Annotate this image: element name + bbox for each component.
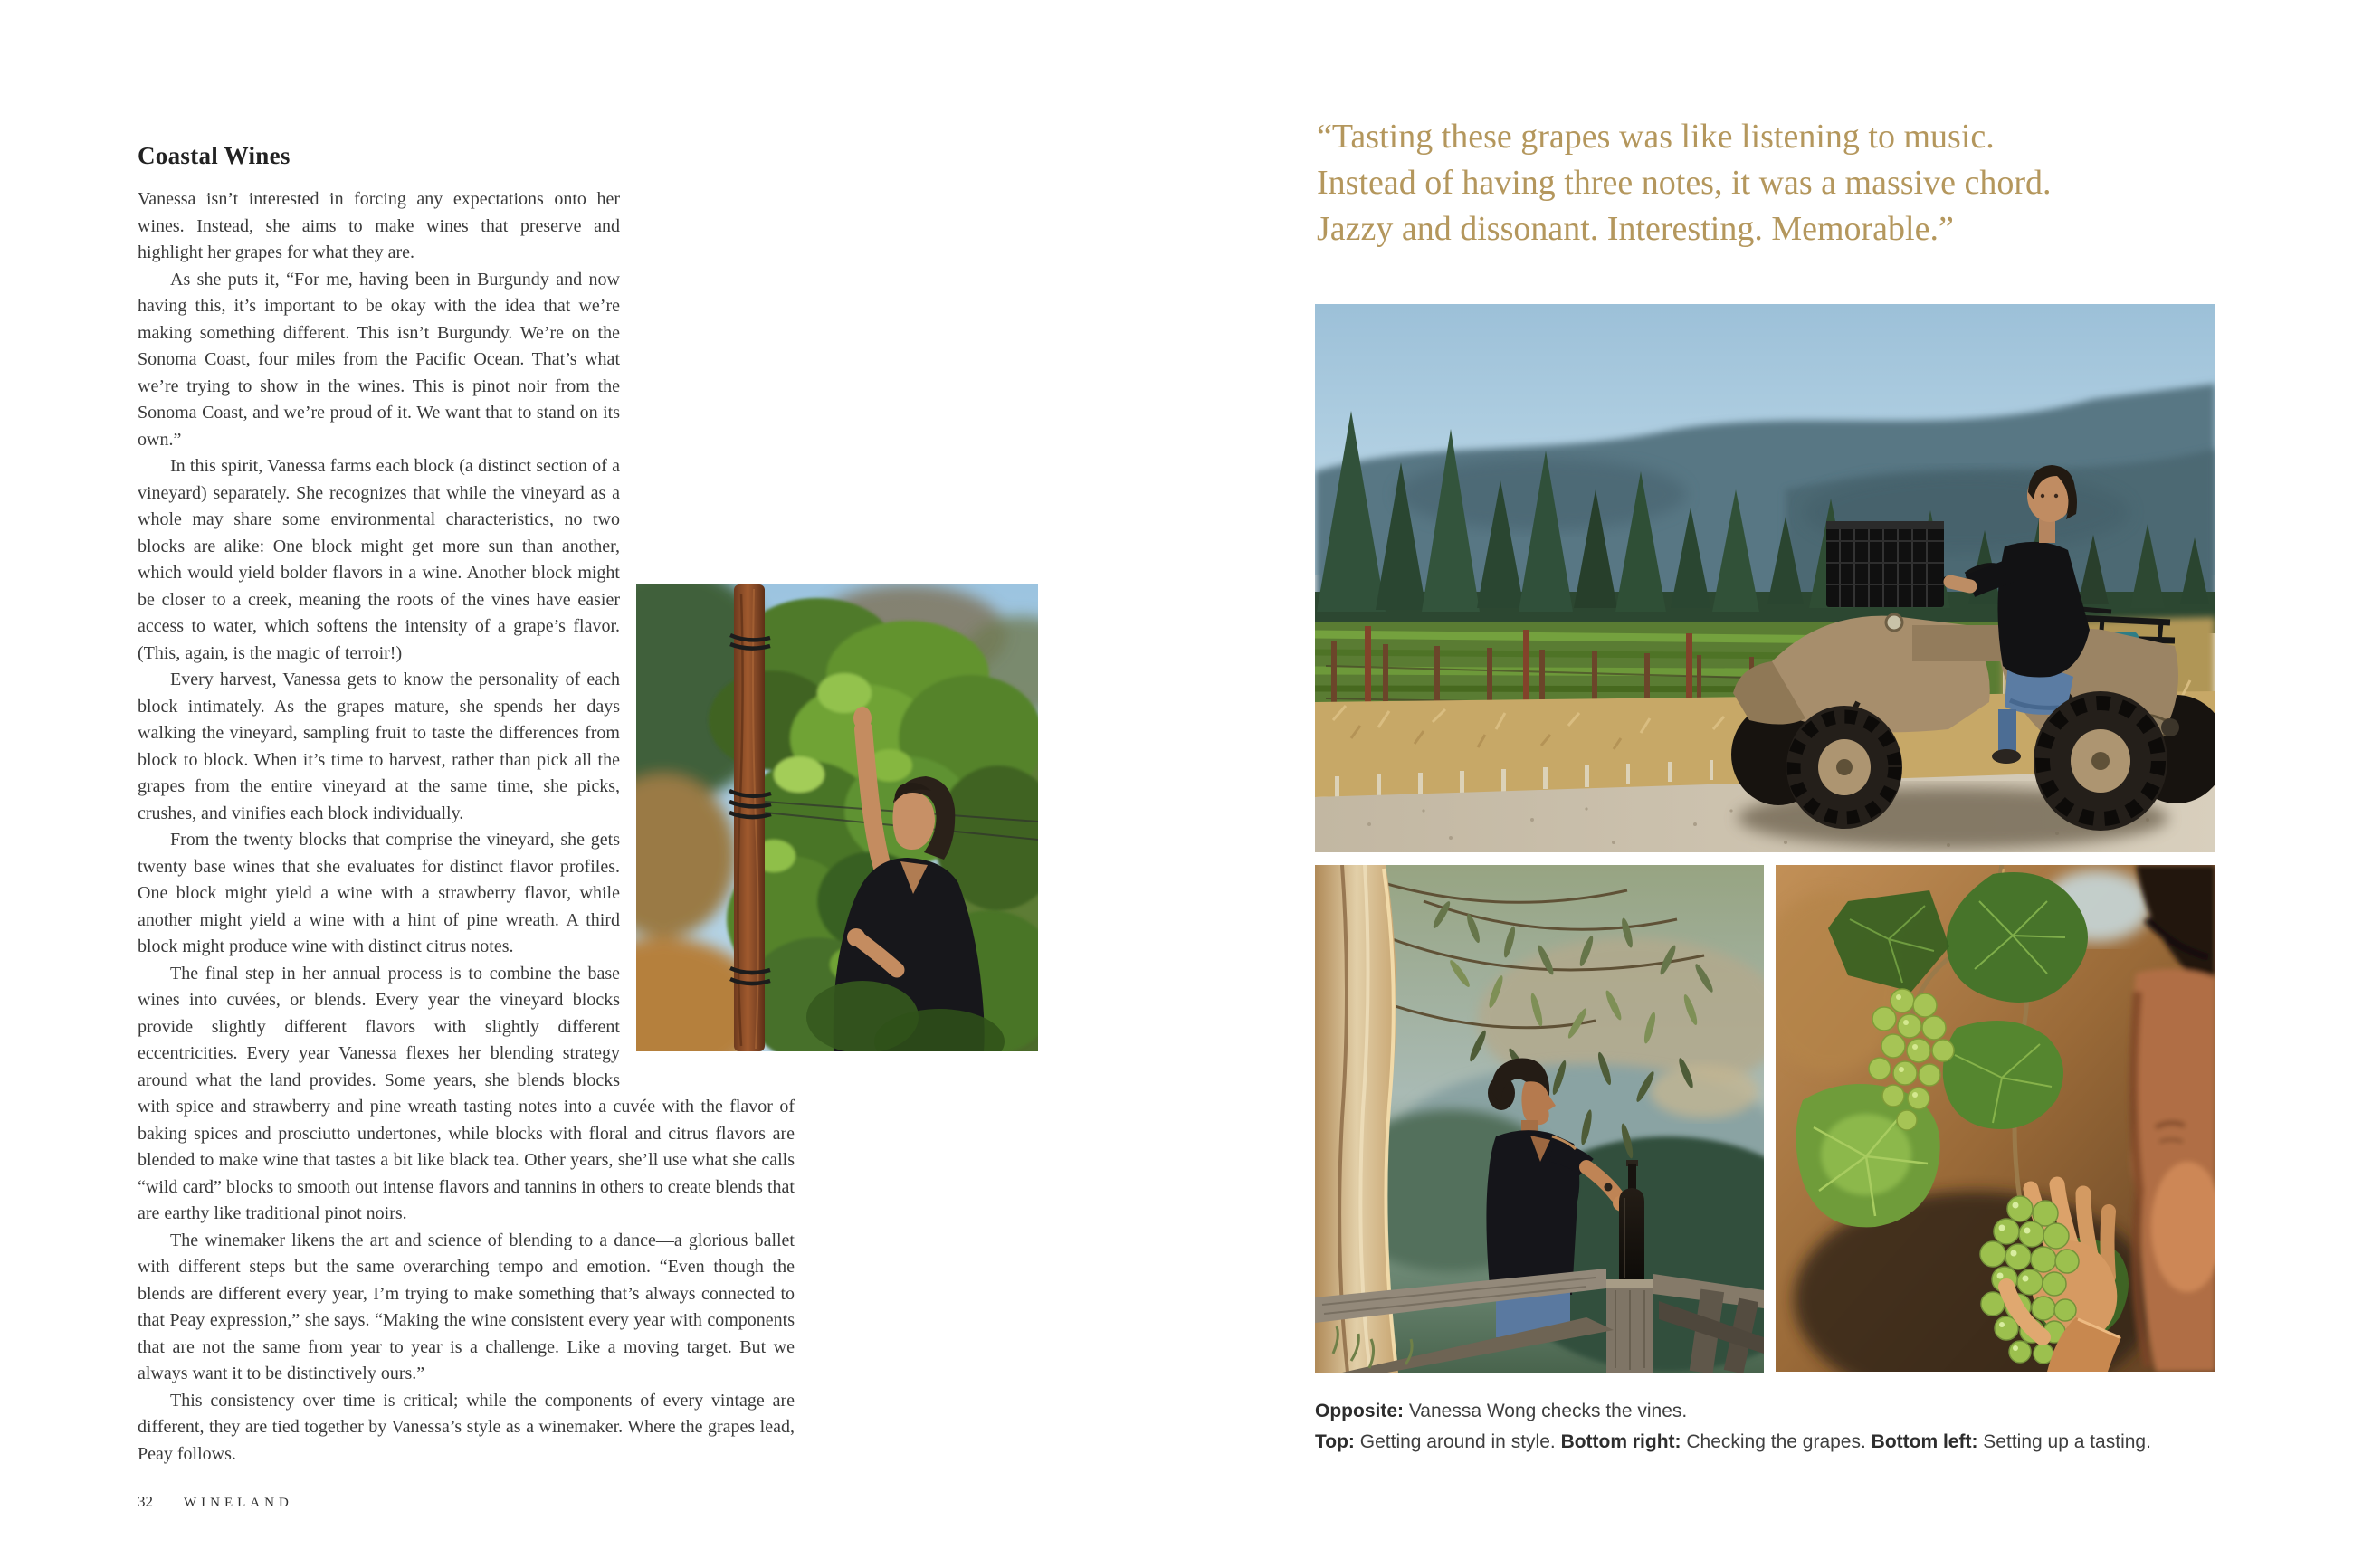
- grapes-illustration: [1776, 865, 2215, 1372]
- photo-grape-closeup: [1776, 865, 2215, 1372]
- body-paragraph: From the twenty blocks that comprise the vineyard, she gets twenty base wines that she evaluates for distinct flavor profiles. One block might yield a wine with a strawberry flavor, while another might yield a wine with a hint of pine wreath. A third block might produce wine with distinct citrus notes.: [138, 830, 620, 956]
- pull-quote-line: Jazzy and dissonant. Interesting. Memorable.”: [1317, 210, 1954, 248]
- caption-label: Bottom right:: [1560, 1431, 1681, 1452]
- photo-atv-road: [1315, 304, 2215, 852]
- pull-quote: [1317, 114, 2294, 252]
- caption-label: Bottom left:: [1871, 1431, 1978, 1452]
- body-paragraph: The winemaker likens the art and science of blending to a dance—a glorious ballet with different steps but the same overarching tempo and emotion. “Even though the blends are different every year, I’m trying to make something that’s always connected to that Peay expression,” she says. “Making the wine consistent every year with components that are not the same from year to year is a challenge. Like a moving target. But we always want it to be distinctively ours.”: [138, 1230, 795, 1383]
- photo-tasting-fence: [1315, 865, 1764, 1373]
- vine-inspection-illustration: [636, 584, 1038, 1051]
- caption-opposite: [1315, 1396, 2229, 1427]
- body-paragraph: The final step in her annual process is to combine the base wines into cuvées, or blends. Every year the vineyard blocks provide slightly different flavors with slightly different eccentricities. Every year Vanessa flexes her blending strategy around what the land provides. Some years, she blends blocks with spice and strawberry and pine wreath tasting notes into a cuvée with the flavor of baking spices and prosciutto undertones, while blocks with floral and citrus flavors are blended to make wine that tastes a bit like black tea. Other years, she’ll use what she calls “wild card” blocks to smooth out intense flavors and tannins in others to create blends that are earthy like traditional pinot noirs.: [138, 963, 795, 1223]
- page-number: 32: [138, 1493, 153, 1510]
- caption-bottom: [1315, 1427, 2229, 1458]
- caption-text: Setting up a tasting.: [1977, 1431, 2151, 1452]
- caption-label: Opposite:: [1315, 1401, 1404, 1421]
- pull-quote-line: Instead of having three notes, it was a massive chord.: [1317, 164, 2052, 202]
- page-footer: [138, 1493, 293, 1511]
- magazine-name: WINELAND: [184, 1496, 293, 1510]
- body-paragraph: As she puts it, “For me, having been in Burgundy and now having this, it’s important to be okay with the idea that we’re making something different. This isn’t Burgundy. We’re on the Sonoma Coast, four miles from the Pacific Ocean. That’s what we’re trying to show in the wines. This is pinot noir from the Sonoma Coast, and we’re proud of it. We want that to stand on its own.”: [138, 269, 620, 450]
- atv-illustration: [1315, 304, 2215, 852]
- body-paragraph: In this spirit, Vanessa farms each block (a distinct section of a vineyard) separately. She recognizes that while the vineyard as a whole may share some environmental characteristics, no two blocks are alike: One block might get more sun than another, which would yield bolder flavors in a wine. Another block might be closer to a creek, meaning the roots of the vines have easier access to water, which softens the intensity of a grape’s flavor. (This, again, is the magic of terroir!): [138, 456, 620, 663]
- tasting-illustration: [1315, 865, 1764, 1373]
- body-paragraph: Every harvest, Vanessa gets to know the personality of each block intimately. As the grapes mature, she spends her days walking the vineyard, sampling fruit to taste the differences from block to block. When it’s time to harvest, rather than pick all the grapes from the entire vineyard at the same time, she picks, crushes, and vinifies each block individually.: [138, 670, 620, 823]
- caption-text: Vanessa Wong checks the vines.: [1404, 1401, 1688, 1421]
- left-page: [138, 142, 795, 1468]
- body-paragraph: Vanessa isn’t interested in forcing any expectations onto her wines. Instead, she aims to make wines that preserve and highlight her grapes for what they are.: [138, 189, 620, 262]
- caption-text: Checking the grapes.: [1681, 1431, 1872, 1452]
- milk-crate: [1826, 521, 1944, 607]
- front-wheel: [1786, 706, 1902, 829]
- caption-text: Getting around in style.: [1354, 1431, 1561, 1452]
- pull-quote-line: “Tasting these grapes was like listening to music.: [1317, 118, 1995, 156]
- caption-label: Top:: [1315, 1431, 1355, 1452]
- body-paragraph: This consistency over time is critical; while the components of every vintage are different, they are tied together by Vanessa’s style as a winemaker. Where the grapes lead, Peay follows.: [138, 1390, 795, 1464]
- photo-vine-inspection: [636, 584, 1038, 1051]
- section-heading: Coastal Wines: [138, 142, 291, 169]
- rear-wheel: [2034, 691, 2167, 831]
- photo-captions: [1315, 1396, 2229, 1458]
